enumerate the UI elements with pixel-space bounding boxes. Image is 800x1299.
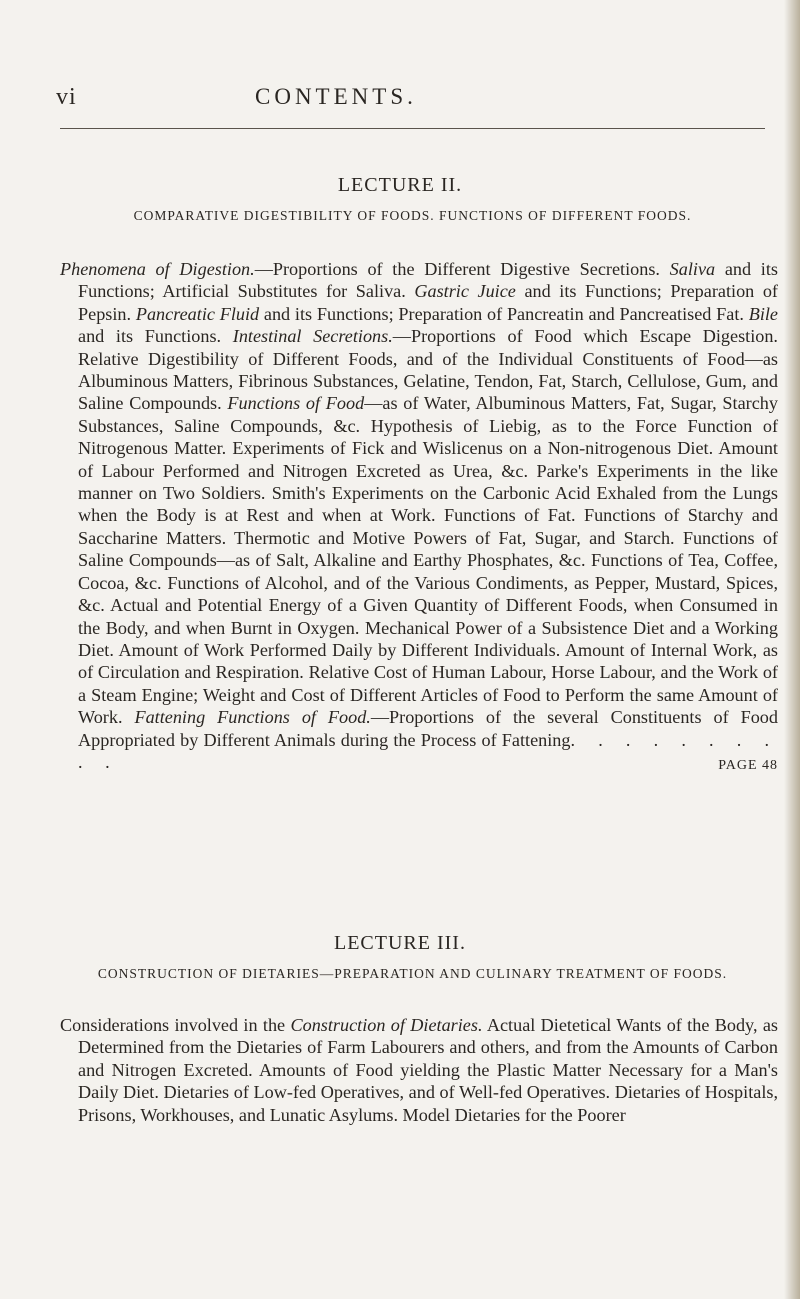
page-header xyxy=(0,84,800,124)
header-rule xyxy=(60,128,765,129)
text-run: and its Functions. xyxy=(78,326,233,347)
text-run: —Proportions of the Different Digestive Secretions. xyxy=(254,259,670,279)
lecture-2-title: LECTURE II. xyxy=(337,174,463,196)
italic-heading: Fattening Functions of Food. xyxy=(134,707,371,728)
text-run: and its Functions; Preparation of Pancreatin and Pancreatised Fat. xyxy=(259,303,749,324)
lecture-2-text xyxy=(60,259,778,750)
lecture-2-subtitle: COMPARATIVE DIGESTIBILITY OF FOODS. FUNCTIONS OF DIFFERENT FOODS. xyxy=(133,208,692,223)
lecture-3-subtitle: CONSTRUCTION OF DIETARIES—PREPARATION AND CULINARY TREATMENT OF FOODS. xyxy=(97,966,728,981)
italic-heading: Gastric Juice xyxy=(414,281,516,302)
text-run: Actual Dietetical Wants of the Body, as Determined from the Dietaries of Farm Labourers and others, and from the Amounts of Carbon and Nitrogen Excreted. Amounts of Food yielding the Plastic Matter Necessary for a Man's Daily Diet. Dietaries of Low-fed Operatives, and of Well-fed Operatives. Dietaries of Hospitals, Prisons, Workhouses, and Lunatic Asylums. Model Dietaries for the Poorer xyxy=(78,1015,778,1125)
running-head: CONTENTS. xyxy=(255,84,417,109)
page-number: vi xyxy=(56,84,77,110)
text-run: and its Functions; Artificial Substitutes for Saliva. xyxy=(78,259,778,302)
italic-heading: Saliva xyxy=(669,259,716,279)
italic-heading: Pancreatic Fluid xyxy=(135,303,260,324)
italic-heading: Construction of Dietaries. xyxy=(290,1015,483,1035)
italic-heading: Phenomena of Digestion. xyxy=(60,259,255,279)
text-run: and its Functions; Preparation of Pepsin. xyxy=(78,281,778,324)
italic-heading: Bile xyxy=(748,303,779,324)
text-run: —as of Water, Albuminous Matters, Fat, Sugar, Starchy Substances, Saline Compounds, &c. Hypothesis of Liebig, as to the Force Function of Nitrogenous Matter. Experiments of Fick and Wislicenus on a Non-nitrogenous Diet. Amount of Labour Performed and Nitrogen Excreted as Urea, &c. Parke's Experiments in the like manner on Two Soldiers. Smith's Experiments on the Carbonic Acid Exhaled from the Lungs when the Body is at Rest and when at Work. Functions of Fat. Functions of Starchy and Saccharine Matters. Thermotic and Motive Powers of Fat, Sugar, and Starch. Functions of Saline Compounds—as of Salt, Alkaline and Earthy Phosphates, &c. Functions of Tea, Coffee, Cocoa, &c. Functions of Alcohol, and of the Various Condiments, as Pepper, Mustard, Spices, &c. Actual and Potential Energy of a Given Quantity of Different Foods, when Consumed in the Body, and when Burnt in Oxygen. Mechanical Power of a Subsistence Diet and a Working Diet. Amount of Work Performed Daily by Different Individuals. Amount of Internal Work, as of Circulation and Respiration. Relative Cost of Human Labour, Horse Labour, and the Work of a Steam Engine; Weight and Cost of Different Articles of Food to Perform the same Amount of Work. xyxy=(78,393,778,728)
text-run: —Proportions of the several Constituents of Food Appropriated by Different Animals during the Process of Fattening xyxy=(78,707,778,750)
lecture-3-contents xyxy=(60,1014,778,1126)
italic-heading: Functions of Food xyxy=(227,393,365,414)
text-run: Considerations involved in the xyxy=(60,1015,291,1035)
page-reference: PAGE 48 xyxy=(718,757,778,773)
text-run: —Proportions of Food which Escape Digestion. Relative Digestibility of Different Foods, and of the Individual Constituents of Food—as Albuminous Matters, Fibrinous Substances, Gelatine, Tendon, Fat, Starch, Cellulose, Gum, and Saline Compounds. xyxy=(78,326,778,414)
lecture-3-title: LECTURE III. xyxy=(334,932,466,954)
lecture-2-contents xyxy=(60,258,778,777)
lecture-3-text xyxy=(60,1015,778,1125)
dot-leaders: . . . . . . . . . . xyxy=(78,729,778,772)
italic-heading: Intestinal Secretions. xyxy=(232,326,393,347)
